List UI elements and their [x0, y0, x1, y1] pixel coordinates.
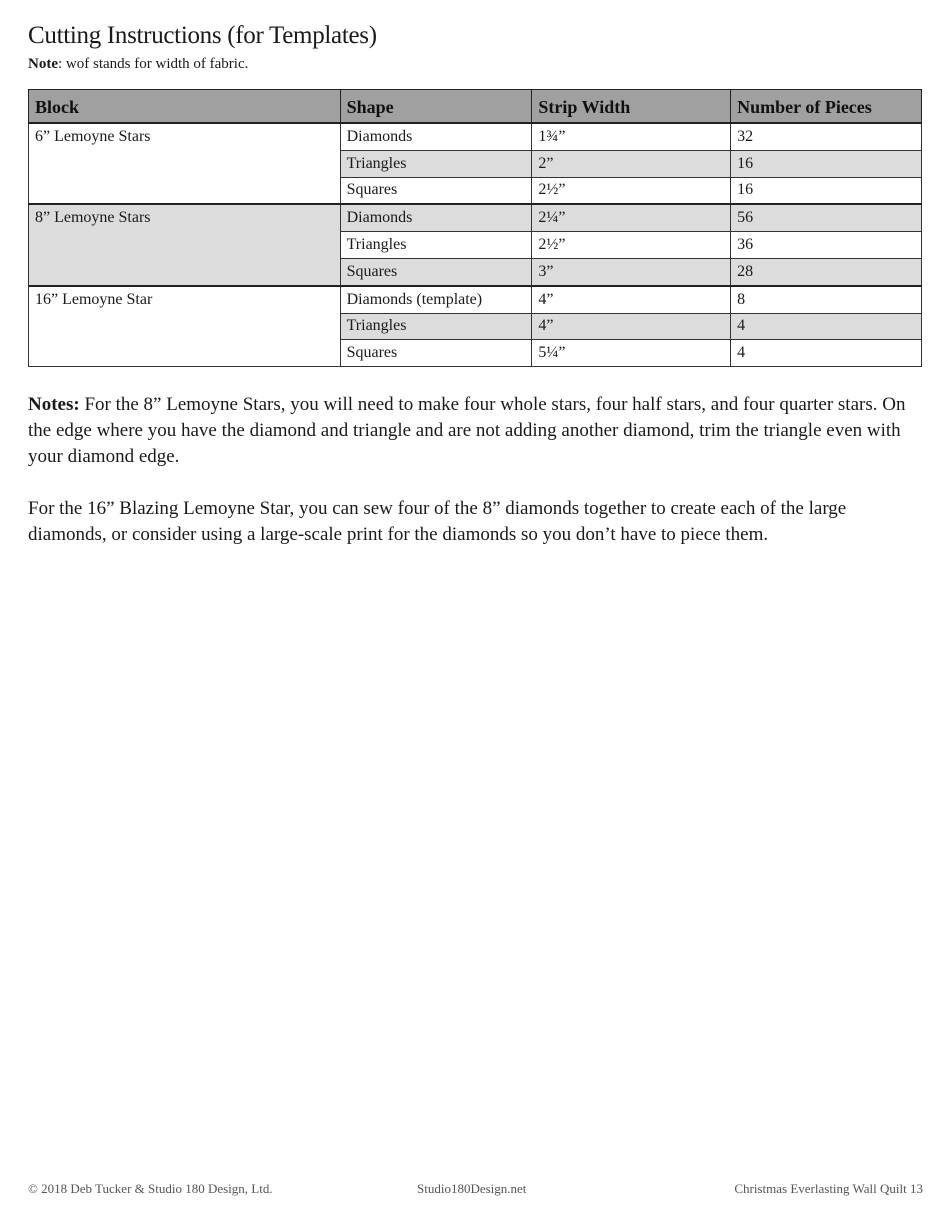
strip-width-cell: 3” [532, 258, 731, 285]
strip-width-cell: 1¾” [532, 123, 731, 150]
strip-width-cell: 2½” [532, 177, 731, 204]
strip-width-cell: 4” [532, 313, 731, 340]
pieces-cell: 8 [731, 286, 922, 313]
shape-cell: Squares [340, 177, 532, 204]
table-row [29, 123, 922, 150]
shape-cell: Triangles [340, 150, 532, 177]
notes-text-1: For the 8” Lemoyne Stars, you will need to make four whole stars, four half stars, and four quarter stars. On the edge where you have the diamond and triangle and are not adding another diamond, trim the triangle even with your diamond edge. [28, 394, 906, 467]
pieces-cell: 32 [731, 123, 922, 150]
pieces-cell: 16 [731, 150, 922, 177]
shape-cell: Squares [340, 340, 532, 367]
block-cell: 8” Lemoyne Stars [29, 204, 341, 285]
page-title: Cutting Instructions (for Templates) [28, 22, 377, 49]
table-header-row [29, 90, 922, 124]
notes-label: Notes: [28, 394, 80, 415]
notes-paragraph-2: For the 16” Blazing Lemoyne Star, you can sew four of the 8” diamonds together to create each of the large diamonds, or consider using a large-scale print for the diamonds so you don’t have to piece them. [28, 498, 847, 545]
header-strip-width: Strip Width [532, 90, 731, 124]
table-row [29, 286, 922, 313]
shape-cell: Diamonds [340, 204, 532, 231]
pieces-cell: 4 [731, 340, 922, 367]
block-cell: 16” Lemoyne Star [29, 286, 341, 367]
table-row [29, 204, 922, 231]
pieces-cell: 16 [731, 177, 922, 204]
header-shape: Shape [340, 90, 532, 124]
pieces-cell: 56 [731, 204, 922, 231]
shape-cell: Diamonds (template) [340, 286, 532, 313]
cutting-table [28, 89, 922, 367]
notes-paragraph-1 [28, 392, 924, 470]
shape-cell: Diamonds [340, 123, 532, 150]
shape-cell: Triangles [340, 232, 532, 259]
header-block: Block [29, 90, 341, 124]
pieces-cell: 4 [731, 313, 922, 340]
shape-cell: Triangles [340, 313, 532, 340]
note-label: Note [28, 56, 58, 72]
shape-cell: Squares [340, 258, 532, 285]
strip-width-cell: 2” [532, 150, 731, 177]
note-text: : wof stands for width of fabric. [58, 56, 249, 72]
strip-width-cell: 5¼” [532, 340, 731, 367]
footer-website: Studio180Design.net [417, 1181, 527, 1196]
footer-page-info: Christmas Everlasting Wall Quilt 13 [734, 1181, 923, 1196]
footer-copyright: © 2018 Deb Tucker & Studio 180 Design, Ltd. [28, 1181, 273, 1196]
strip-width-cell: 2½” [532, 232, 731, 259]
header-number-of-pieces: Number of Pieces [731, 90, 922, 124]
pieces-cell: 28 [731, 258, 922, 285]
block-cell: 6” Lemoyne Stars [29, 123, 341, 204]
strip-width-cell: 4” [532, 286, 731, 313]
strip-width-cell: 2¼” [532, 204, 731, 231]
note-line [28, 56, 248, 73]
pieces-cell: 36 [731, 232, 922, 259]
